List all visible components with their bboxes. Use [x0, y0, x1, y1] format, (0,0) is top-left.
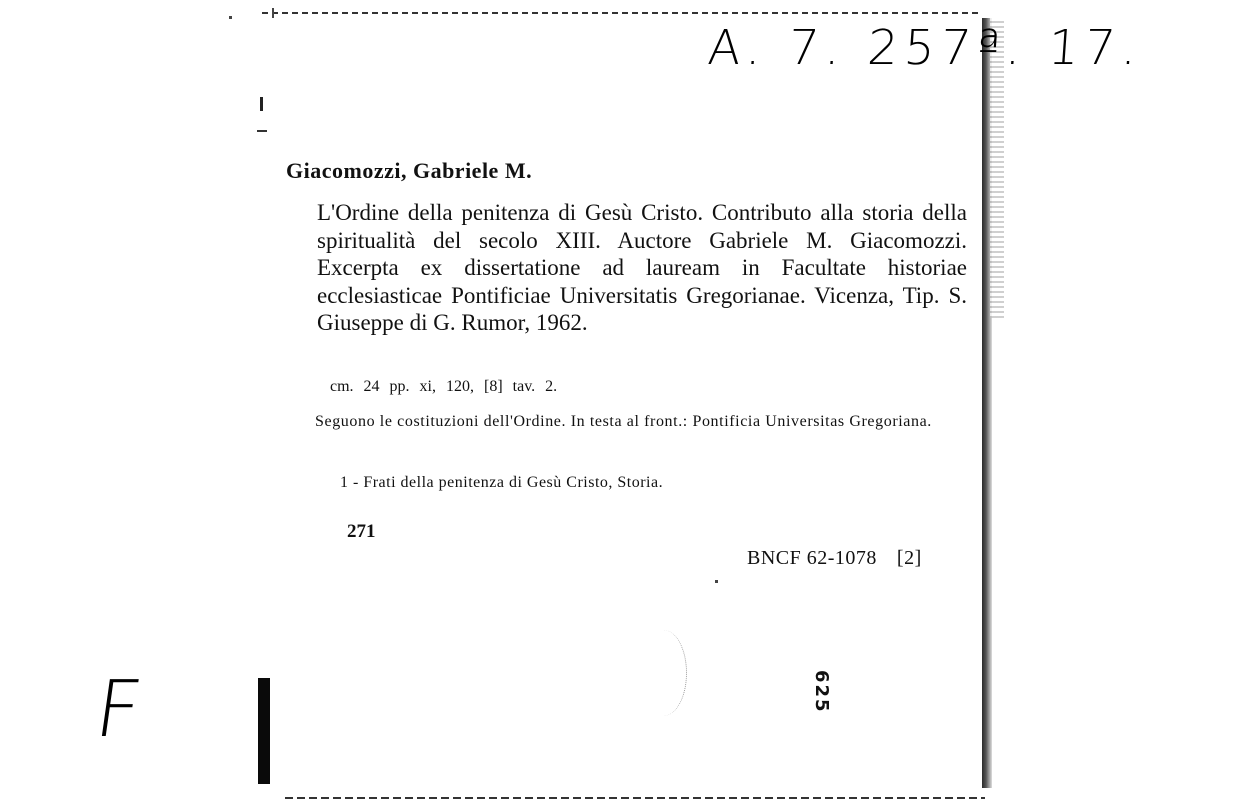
- card-number: 271: [347, 521, 376, 542]
- scan-speck: [229, 16, 232, 19]
- margin-black-bar: [258, 678, 270, 784]
- card-top-edge: [262, 12, 982, 14]
- catalog-id-text: BNCF 62-1078: [747, 547, 877, 569]
- faint-circular-mark: [640, 630, 687, 716]
- handwritten-margin-letter: F: [89, 665, 148, 755]
- author-heading: Giacomozzi, Gabriele M.: [286, 158, 533, 183]
- bibliographic-note: Seguono le costituzioni dell'Ordine. In testa al front.: Pontificia Universitas Gregoriana.: [315, 413, 932, 430]
- scan-speck: [715, 580, 718, 583]
- stamped-number: 625: [811, 670, 832, 714]
- margin-dash-mark: [257, 130, 267, 132]
- margin-tick-mark: [260, 97, 263, 111]
- title-description: L'Ordine della penitenza di Gesù Cristo. Contributo alla storia della spiritualità del secolo XIII. Auctore Gabriele M. Giacomozzi. Excerpta ex dissertatione ad lauream in Facultate historiae ecclesiasticae Pontificiae Universitatis Gregorianae. Vicenza, Tip. S. Giuseppe di G. Rumor, 1962.: [317, 200, 967, 335]
- handwritten-shelfmark: A. 7. 257ª. 17.: [706, 20, 1145, 76]
- card-bottom-edge: [285, 797, 985, 799]
- copy-count: [2]: [896, 547, 922, 569]
- subject-heading: 1 - Frati della penitenza di Gesù Cristo, Storia.: [340, 474, 664, 491]
- physical-description: cm. 24 pp. xi, 120, [8] tav. 2.: [330, 378, 558, 395]
- catalog-identifier: [747, 547, 922, 570]
- scan-speck: [272, 8, 274, 18]
